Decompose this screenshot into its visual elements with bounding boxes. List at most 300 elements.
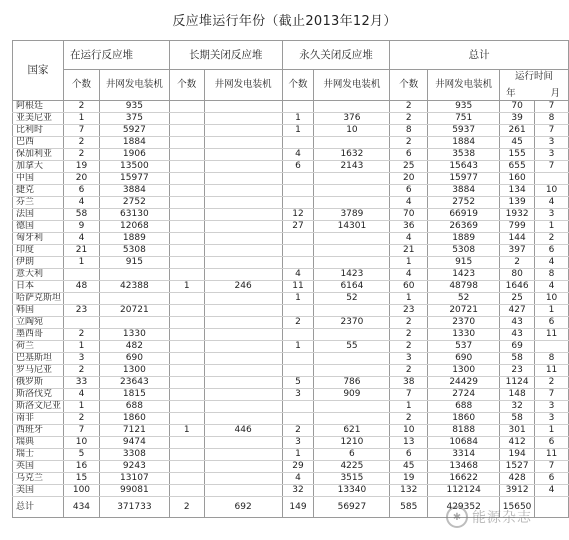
table-cell: 3538 [428, 149, 500, 161]
table-cell: 6 [390, 149, 428, 161]
table-cell [314, 257, 390, 269]
country-name: 巴基斯坦 [13, 353, 64, 365]
table-cell: 2752 [99, 197, 169, 209]
table-cell: 2 [390, 137, 428, 149]
country-name: 阿根廷 [13, 101, 64, 113]
table-cell [169, 221, 204, 233]
table-cell [204, 413, 282, 425]
table-cell [204, 401, 282, 413]
table-cell: 692 [204, 497, 282, 518]
table-cell: 52 [428, 293, 500, 305]
table-cell: 56927 [314, 497, 390, 518]
header-capacity: 井网发电装机 [428, 70, 500, 101]
table-cell: 55 [314, 341, 390, 353]
table-row [13, 449, 569, 461]
table-cell: 5 [64, 449, 100, 461]
table-cell [204, 437, 282, 449]
table-cell: 10 [64, 437, 100, 449]
table-cell: 23 [500, 365, 535, 377]
table-cell: 482 [99, 341, 169, 353]
table-cell: 1 [282, 113, 314, 125]
table-row [13, 413, 569, 425]
table-cell: 10 [314, 125, 390, 137]
table-cell: 7 [535, 125, 569, 137]
table-cell: 48 [64, 281, 100, 293]
table-cell [204, 305, 282, 317]
table-cell [314, 353, 390, 365]
table-cell [314, 245, 390, 257]
table-cell [282, 137, 314, 149]
table-cell: 3314 [428, 449, 500, 461]
table-cell: 2370 [314, 317, 390, 329]
table-cell: 799 [500, 221, 535, 233]
table-cell: 7 [535, 461, 569, 473]
table-cell: 1860 [99, 413, 169, 425]
table-cell: 3884 [99, 185, 169, 197]
country-name: 斯洛伐克 [13, 389, 64, 401]
table-cell: 25 [500, 293, 535, 305]
table-cell [169, 473, 204, 485]
table-cell: 58 [500, 413, 535, 425]
table-row [13, 113, 569, 125]
table-cell [169, 341, 204, 353]
table-row [13, 149, 569, 161]
country-name: 哈萨克斯坦 [13, 293, 64, 305]
table-cell: 397 [500, 245, 535, 257]
table-cell: 11 [535, 365, 569, 377]
table-cell: 585 [390, 497, 428, 518]
table-cell: 1889 [99, 233, 169, 245]
table-cell: 48798 [428, 281, 500, 293]
header-capacity: 井网发电装机 [99, 70, 169, 101]
table-row [13, 137, 569, 149]
country-name: 罗马尼亚 [13, 365, 64, 377]
table-cell [169, 461, 204, 473]
page-title: 反应堆运行年份（截止2013年12月） [172, 14, 397, 29]
table-cell [169, 365, 204, 377]
table-cell: 1330 [99, 329, 169, 341]
table-cell: 4 [282, 473, 314, 485]
table-cell: 427 [500, 305, 535, 317]
table-cell: 19 [390, 473, 428, 485]
table-cell: 4 [535, 485, 569, 497]
table-cell: 1 [282, 125, 314, 137]
table-cell [535, 341, 569, 353]
table-cell [169, 161, 204, 173]
table-cell: 5927 [99, 125, 169, 137]
table-cell: 4 [535, 257, 569, 269]
table-cell [314, 413, 390, 425]
table-cell: 63130 [99, 209, 169, 221]
table-cell: 2 [390, 341, 428, 353]
table-cell: 935 [428, 101, 500, 113]
table-cell: 2752 [428, 197, 500, 209]
table-cell: 11 [282, 281, 314, 293]
table-row [13, 389, 569, 401]
country-name: 法国 [13, 209, 64, 221]
table-row [13, 269, 569, 281]
table-cell [169, 413, 204, 425]
table-cell: 1932 [500, 209, 535, 221]
table-cell: 7 [64, 125, 100, 137]
table-cell [169, 233, 204, 245]
table-cell: 23 [390, 305, 428, 317]
table-cell: 15977 [99, 173, 169, 185]
table-cell: 16622 [428, 473, 500, 485]
table-cell: 13107 [99, 473, 169, 485]
table-cell: 1 [64, 257, 100, 269]
table-cell [204, 461, 282, 473]
table-cell: 43 [500, 317, 535, 329]
table-cell: 20721 [428, 305, 500, 317]
table-cell [204, 137, 282, 149]
total-label: 总计 [13, 497, 64, 518]
table-cell: 6 [314, 449, 390, 461]
table-cell: 3 [535, 413, 569, 425]
table-cell [204, 173, 282, 185]
table-cell [204, 473, 282, 485]
table-cell [314, 101, 390, 113]
table-cell: 1124 [500, 377, 535, 389]
watermark-text: 能源杂志 [472, 510, 532, 526]
table-cell: 2 [64, 149, 100, 161]
table-cell: 8188 [428, 425, 500, 437]
table-cell [204, 389, 282, 401]
table-cell: 434 [64, 497, 100, 518]
table-cell: 1330 [428, 329, 500, 341]
table-cell: 3 [282, 437, 314, 449]
table-cell: 15650 [500, 497, 535, 518]
table-row [13, 473, 569, 485]
table-cell: 43 [500, 329, 535, 341]
table-row [13, 293, 569, 305]
table-cell [169, 269, 204, 281]
reactor-table [12, 40, 569, 518]
table-cell: 15 [64, 473, 100, 485]
table-cell: 4 [535, 281, 569, 293]
chat-bubble-icon: ✱ [446, 506, 468, 528]
table-cell: 8 [535, 269, 569, 281]
table-cell: 13340 [314, 485, 390, 497]
table-cell: 80 [500, 269, 535, 281]
table-cell: 58 [500, 353, 535, 365]
table-cell: 7 [64, 425, 100, 437]
table-cell: 3 [64, 353, 100, 365]
table-cell [169, 449, 204, 461]
table-cell: 6164 [314, 281, 390, 293]
header-long-shutdown: 长期关闭反应堆 [169, 41, 282, 70]
country-name: 南非 [13, 413, 64, 425]
table-cell [204, 365, 282, 377]
table-cell [535, 173, 569, 185]
table-cell [204, 149, 282, 161]
table-cell [314, 401, 390, 413]
table-cell: 2 [535, 377, 569, 389]
table-cell: 909 [314, 389, 390, 401]
table-cell [204, 245, 282, 257]
table-cell: 1 [535, 425, 569, 437]
table-cell [99, 269, 169, 281]
table-cell: 4 [64, 233, 100, 245]
table-cell: 1 [390, 401, 428, 413]
table-cell: 70 [500, 101, 535, 113]
table-cell: 6 [535, 437, 569, 449]
table-cell [169, 377, 204, 389]
table-cell [314, 305, 390, 317]
table-cell [314, 173, 390, 185]
table-row [13, 329, 569, 341]
table-cell: 3 [535, 401, 569, 413]
table-cell [169, 329, 204, 341]
header-operating: 在运行反应堆 [64, 41, 170, 70]
table-cell [204, 377, 282, 389]
table-cell: 11 [535, 329, 569, 341]
country-name: 瑞士 [13, 449, 64, 461]
table-cell: 1646 [500, 281, 535, 293]
table-cell: 20 [390, 173, 428, 185]
country-name: 美国 [13, 485, 64, 497]
table-cell: 9474 [99, 437, 169, 449]
table-cell: 24429 [428, 377, 500, 389]
table-cell [204, 185, 282, 197]
table-cell: 12068 [99, 221, 169, 233]
header-capacity: 井网发电装机 [204, 70, 282, 101]
table-cell: 139 [500, 197, 535, 209]
country-name: 斯洛文尼亚 [13, 401, 64, 413]
table-cell: 6 [390, 185, 428, 197]
table-cell: 1906 [99, 149, 169, 161]
table-cell: 58 [64, 209, 100, 221]
table-cell [314, 233, 390, 245]
table-cell: 1860 [428, 413, 500, 425]
country-name: 荷兰 [13, 341, 64, 353]
table-cell [169, 101, 204, 113]
country-name: 西班牙 [13, 425, 64, 437]
country-name: 瑞典 [13, 437, 64, 449]
country-name: 伊朗 [13, 257, 64, 269]
table-cell: 10 [535, 293, 569, 305]
table-cell: 3912 [500, 485, 535, 497]
table-row [13, 437, 569, 449]
table-cell: 8 [535, 353, 569, 365]
table-cell: 1527 [500, 461, 535, 473]
table-cell: 2 [390, 317, 428, 329]
table-row [13, 197, 569, 209]
header-row-2 [13, 70, 569, 101]
country-name: 俄罗斯 [13, 377, 64, 389]
table-cell: 9 [64, 221, 100, 233]
country-name: 印度 [13, 245, 64, 257]
table-cell [282, 305, 314, 317]
table-cell: 5 [282, 377, 314, 389]
table-cell: 15977 [428, 173, 500, 185]
table-cell [282, 413, 314, 425]
table-cell: 6 [535, 317, 569, 329]
table-cell: 2 [282, 425, 314, 437]
table-cell [204, 209, 282, 221]
country-name: 乌克兰 [13, 473, 64, 485]
table-cell [314, 329, 390, 341]
table-cell: 412 [500, 437, 535, 449]
table-cell: 29 [282, 461, 314, 473]
table-cell [99, 317, 169, 329]
table-cell [169, 437, 204, 449]
table-cell [169, 113, 204, 125]
table-cell: 1 [282, 341, 314, 353]
country-name: 亚美尼亚 [13, 113, 64, 125]
table-cell: 2 [64, 137, 100, 149]
table-cell [282, 173, 314, 185]
table-cell [282, 329, 314, 341]
table-cell: 70 [390, 209, 428, 221]
table-cell: 5308 [99, 245, 169, 257]
table-cell: 7 [535, 101, 569, 113]
table-row [13, 401, 569, 413]
table-cell: 2 [390, 329, 428, 341]
table-cell: 26369 [428, 221, 500, 233]
table-cell [169, 245, 204, 257]
header-count: 个数 [390, 70, 428, 101]
table-cell: 688 [428, 401, 500, 413]
table-cell [169, 209, 204, 221]
table-cell: 3 [282, 389, 314, 401]
table-cell [314, 197, 390, 209]
table-cell [169, 125, 204, 137]
table-cell: 33 [64, 377, 100, 389]
table-cell: 1 [535, 221, 569, 233]
table-cell: 66919 [428, 209, 500, 221]
table-cell [282, 245, 314, 257]
table-cell: 21 [390, 245, 428, 257]
table-cell [169, 257, 204, 269]
table-cell: 19 [64, 161, 100, 173]
table-cell: 655 [500, 161, 535, 173]
table-cell: 69 [500, 341, 535, 353]
table-cell: 15643 [428, 161, 500, 173]
table-cell: 751 [428, 113, 500, 125]
table-cell: 3 [535, 137, 569, 149]
table-cell [282, 233, 314, 245]
table-cell [204, 317, 282, 329]
table-body [13, 101, 569, 497]
table-cell [64, 293, 100, 305]
table-cell: 155 [500, 149, 535, 161]
table-cell [169, 149, 204, 161]
table-cell: 20 [64, 173, 100, 185]
table-cell: 4225 [314, 461, 390, 473]
table-cell: 690 [428, 353, 500, 365]
table-cell: 371733 [99, 497, 169, 518]
table-cell: 4 [64, 389, 100, 401]
country-name: 立陶宛 [13, 317, 64, 329]
table-cell: 786 [314, 377, 390, 389]
header-count: 个数 [169, 70, 204, 101]
table-row [13, 341, 569, 353]
table-cell: 915 [428, 257, 500, 269]
table-cell: 1 [535, 305, 569, 317]
table-row [13, 209, 569, 221]
table-cell: 1300 [428, 365, 500, 377]
table-cell: 2 [64, 413, 100, 425]
table-cell [204, 293, 282, 305]
table-cell: 23 [64, 305, 100, 317]
table-cell: 42388 [99, 281, 169, 293]
table-cell [99, 293, 169, 305]
table-cell: 13 [390, 437, 428, 449]
table-cell [204, 221, 282, 233]
table-cell: 32 [500, 401, 535, 413]
table-cell: 144 [500, 233, 535, 245]
table-cell: 25 [390, 161, 428, 173]
table-cell: 2724 [428, 389, 500, 401]
table-cell: 1 [64, 341, 100, 353]
table-cell: 4 [390, 233, 428, 245]
country-name: 意大利 [13, 269, 64, 281]
table-cell: 148 [500, 389, 535, 401]
header-country: 国家 [13, 41, 64, 101]
table-cell: 2 [390, 413, 428, 425]
table-cell: 36 [390, 221, 428, 233]
table-cell: 60 [390, 281, 428, 293]
table-cell [282, 257, 314, 269]
table-cell: 9243 [99, 461, 169, 473]
table-cell: 1 [390, 293, 428, 305]
table-cell [204, 329, 282, 341]
table-cell: 4 [535, 197, 569, 209]
table-cell: 3884 [428, 185, 500, 197]
table-row [13, 425, 569, 437]
table-row [13, 257, 569, 269]
table-cell: 8 [535, 113, 569, 125]
table-cell: 4 [282, 269, 314, 281]
table-row [13, 317, 569, 329]
table-cell [282, 353, 314, 365]
table-cell: 1632 [314, 149, 390, 161]
table-cell [204, 161, 282, 173]
country-name: 德国 [13, 221, 64, 233]
table-row [13, 281, 569, 293]
table-cell: 12 [282, 209, 314, 221]
table-cell: 27 [282, 221, 314, 233]
table-cell: 1210 [314, 437, 390, 449]
table-cell: 446 [204, 425, 282, 437]
table-cell [314, 185, 390, 197]
table-cell: 45 [390, 461, 428, 473]
header-total: 总计 [390, 41, 569, 70]
table-cell [169, 305, 204, 317]
table-cell [204, 449, 282, 461]
header-month: 月 [550, 87, 560, 99]
table-cell: 3 [390, 353, 428, 365]
table-cell: 935 [99, 101, 169, 113]
table-cell [169, 137, 204, 149]
table-row [13, 161, 569, 173]
header-row-1 [13, 41, 569, 70]
table-cell: 621 [314, 425, 390, 437]
table-cell: 429352 [428, 497, 500, 518]
table-cell: 6 [64, 185, 100, 197]
table-cell: 38 [390, 377, 428, 389]
table-cell: 10 [390, 425, 428, 437]
table-cell: 7 [390, 389, 428, 401]
table-cell [169, 353, 204, 365]
table-cell: 132 [390, 485, 428, 497]
table-row [13, 377, 569, 389]
table-row [13, 221, 569, 233]
table-row [13, 485, 569, 497]
table-cell: 537 [428, 341, 500, 353]
table-cell: 39 [500, 113, 535, 125]
